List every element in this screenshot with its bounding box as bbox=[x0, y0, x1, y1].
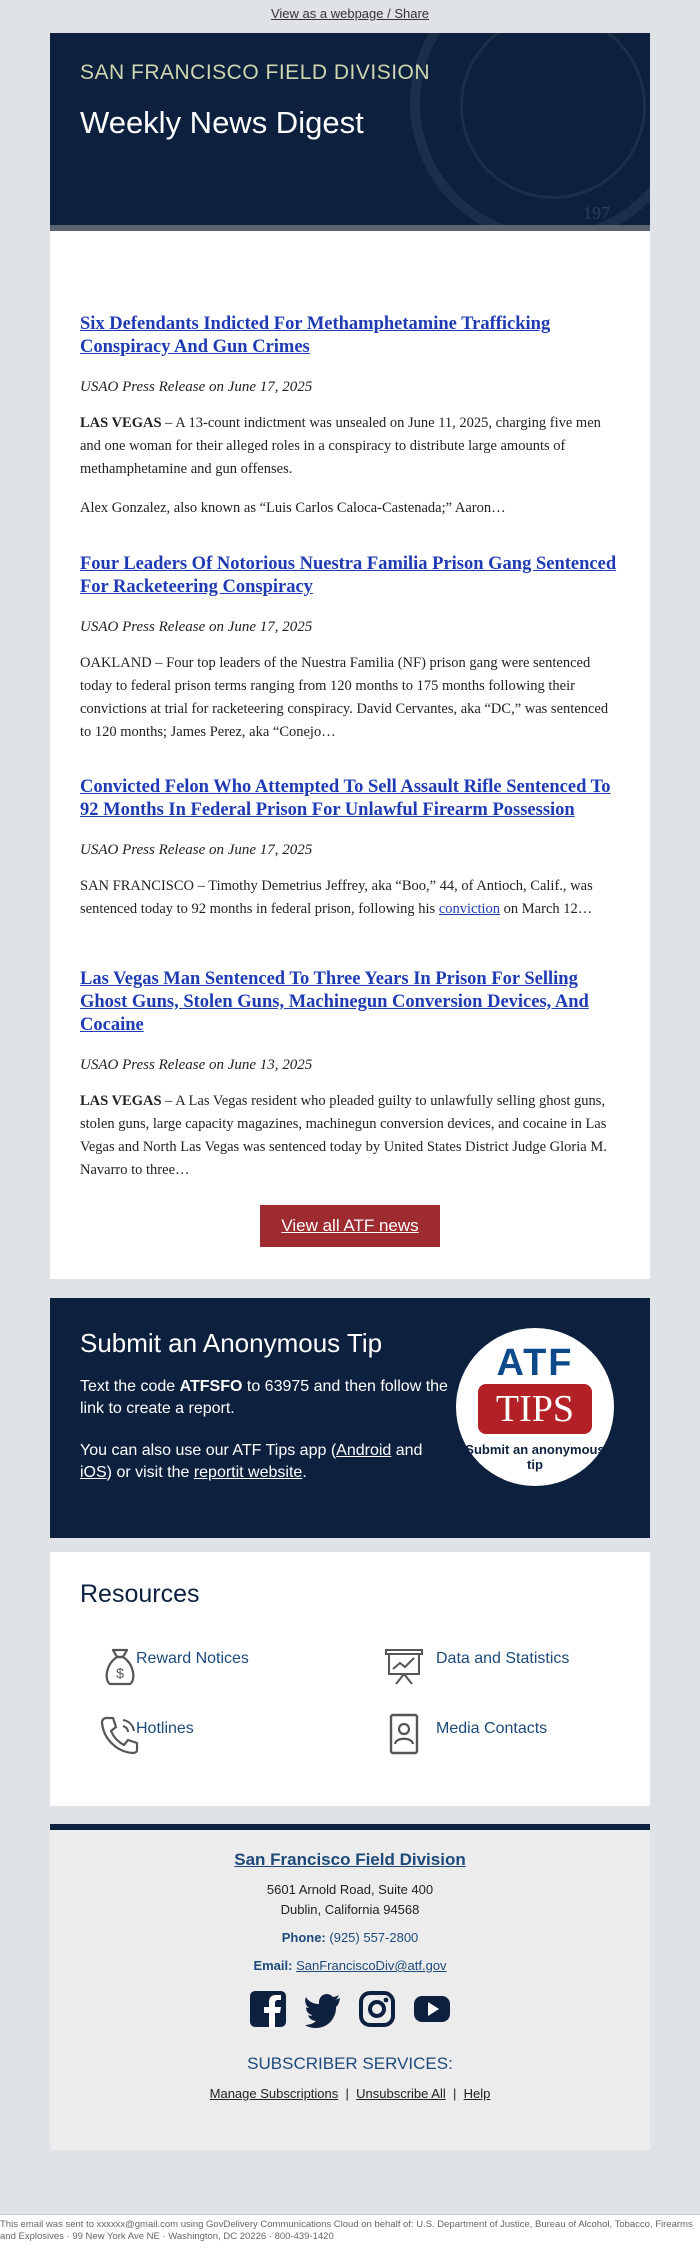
help-link[interactable]: Help bbox=[463, 2086, 491, 2101]
summary-text: – A 13-count indictment was unsealed on June 11, 2025, charging five men and one woman for their alleged roles in a conspiracy to distribute large amounts of methamphetamine and gun offenses. bbox=[80, 415, 601, 477]
link-separator: | bbox=[452, 2086, 457, 2101]
twitter-icon[interactable] bbox=[304, 1990, 342, 2028]
article-4 bbox=[80, 968, 620, 1182]
atf-tips-logo[interactable] bbox=[456, 1328, 614, 1486]
resource-label: Reward Notices bbox=[136, 1650, 249, 1667]
android-link[interactable]: Android bbox=[336, 1442, 392, 1459]
reportit-link[interactable]: reportit website bbox=[193, 1464, 303, 1481]
article-summary bbox=[80, 1090, 620, 1182]
dateline: LAS VEGAS bbox=[80, 415, 162, 431]
email-label: Email: bbox=[253, 1958, 293, 1973]
atf-logo-text: ATF bbox=[496, 1342, 574, 1384]
address-line-2: Dublin, California 94568 bbox=[280, 1902, 420, 1917]
view-all-news-button[interactable]: View all ATF news bbox=[260, 1205, 440, 1247]
article-link[interactable]: Las Vegas Man Sentenced To Three Years In Prison For Selling Ghost Guns, Stolen Guns, Machinegun Conversion Devices, And Cocaine bbox=[80, 969, 589, 1035]
tip-text-post: to 63975 and then follow the link to create a report. bbox=[80, 1378, 448, 1417]
resource-label: Media Contacts bbox=[436, 1720, 548, 1737]
tip-code: ATFSFO bbox=[179, 1378, 243, 1395]
article-title bbox=[80, 313, 620, 359]
view-as-webpage-bar bbox=[0, 6, 700, 21]
link-separator: | bbox=[345, 2086, 349, 2101]
header-banner bbox=[50, 33, 650, 231]
facebook-icon[interactable] bbox=[249, 1990, 287, 2028]
phone-number: (925) 557-2800 bbox=[329, 1930, 419, 1945]
article-link[interactable]: Four Leaders Of Notorious Nuestra Familia Prison Gang Sentenced For Racketeering Conspiracy bbox=[80, 554, 617, 597]
logo-subtitle: Submit an anonymous tip bbox=[465, 1442, 605, 1472]
article-summary bbox=[80, 875, 620, 921]
seal-year-text: 197 bbox=[583, 203, 610, 223]
article-source: USAO Press Release on June 17, 2025 bbox=[80, 842, 313, 858]
dateline: LAS VEGAS bbox=[80, 1093, 162, 1109]
subscriber-services-heading: SUBSCRIBER SERVICES: bbox=[247, 2054, 453, 2073]
app-text-pre: You can also use our ATF Tips app ( bbox=[80, 1442, 337, 1459]
subscription-links bbox=[50, 2086, 650, 2101]
svg-text:$: $ bbox=[116, 1665, 124, 1681]
resources-title: Resources bbox=[80, 1580, 200, 1608]
youtube-icon[interactable] bbox=[413, 1990, 451, 2028]
article-1 bbox=[80, 313, 620, 520]
article-summary-continued: Alex Gonzalez, also known as “Luis Carlos Caloca-Castenada;” Aaron… bbox=[80, 500, 506, 516]
app-text-mid: ) or visit the bbox=[106, 1464, 194, 1481]
unsubscribe-all-link[interactable]: Unsubscribe All bbox=[356, 2086, 446, 2101]
tip-text-pre: Text the code bbox=[80, 1378, 180, 1395]
tip-text bbox=[80, 1376, 450, 1420]
article-source: USAO Press Release on June 13, 2025 bbox=[80, 1057, 313, 1073]
presentation-chart-icon bbox=[380, 1642, 428, 1690]
tip-title: Submit an Anonymous Tip bbox=[80, 1328, 383, 1358]
resources-section bbox=[50, 1552, 650, 1806]
article-title bbox=[80, 553, 620, 599]
conviction-link[interactable]: conviction bbox=[438, 901, 501, 917]
article-title bbox=[80, 776, 620, 822]
article-2 bbox=[80, 553, 620, 744]
article-title bbox=[80, 968, 620, 1037]
delivery-disclaimer bbox=[0, 2214, 700, 2248]
article-source: USAO Press Release on June 17, 2025 bbox=[80, 619, 313, 635]
app-text-and: and bbox=[391, 1442, 423, 1459]
tip-app-text bbox=[80, 1440, 450, 1484]
email-line bbox=[50, 1958, 650, 1973]
division-name: SAN FRANCISCO FIELD DIVISION bbox=[80, 61, 431, 84]
summary-text: – A Las Vegas resident who pleaded guilty to unlawfully selling ghost guns, stolen guns, large capacity magazines, machinegun conversion devices, and cocaine in Las Vegas and North Las Vegas was sentenced today by United States District Judge Gloria M. Navarro to three… bbox=[80, 1093, 607, 1178]
footer-division-link[interactable]: San Francisco Field Division bbox=[234, 1850, 466, 1869]
social-links bbox=[50, 1990, 650, 2028]
resource-label: Data and Statistics bbox=[436, 1650, 570, 1667]
instagram-icon[interactable] bbox=[358, 1990, 396, 2028]
atf-seal-watermark-icon bbox=[410, 33, 650, 231]
disclaimer-text: This email was sent to xxxxxx@gmail.com using GovDelivery Communications Cloud on behalf of: U.S. Department of Justice, Bureau of Alcohol, Tobacco, Firearms and Explosives · 99 New York Ave NE · Washington, DC 20226 · 800-439-1420 bbox=[0, 2219, 693, 2242]
anonymous-tip-section bbox=[50, 1298, 650, 1538]
summary-text: SAN FRANCISCO – Timothy Demetrius Jeffrey, aka “Boo,” 44, of Antioch, Calif., was sentenced today to 92 months in federal prison, following his bbox=[80, 878, 593, 917]
manage-subscriptions-link[interactable]: Manage Subscriptions bbox=[209, 2086, 339, 2101]
contact-card-icon bbox=[380, 1710, 428, 1758]
tips-speech-bubble-icon: TIPS bbox=[478, 1384, 592, 1434]
phone-line bbox=[50, 1930, 650, 1945]
article-summary bbox=[80, 412, 620, 481]
article-summary: OAKLAND – Four top leaders of the Nuestra Familia (NF) prison gang were sentenced today to federal prison terms ranging from 120 months to 175 months following their convictions at trial for racketeering conspiracy. David Cervantes, aka “DC,” was sentenced to 120 months; James Perez, aka “Conejo… bbox=[80, 655, 609, 740]
email-link[interactable]: SanFranciscoDiv@atf.gov bbox=[296, 1958, 447, 1973]
phone-label: Phone: bbox=[281, 1930, 326, 1945]
resource-label: Hotlines bbox=[136, 1720, 194, 1737]
footer-section bbox=[50, 1824, 650, 2150]
ios-link[interactable]: iOS bbox=[80, 1464, 107, 1481]
newsletter-title: Weekly News Digest bbox=[80, 105, 364, 140]
article-3 bbox=[80, 776, 620, 921]
article-link[interactable]: Convicted Felon Who Attempted To Sell Assault Rifle Sentenced To 92 Months In Federal Prison For Unlawful Firearm Possession bbox=[80, 777, 611, 820]
summary-text-end: on March 12… bbox=[500, 901, 593, 917]
news-section bbox=[50, 231, 650, 1279]
article-link[interactable]: Six Defendants Indicted For Methamphetamine Trafficking Conspiracy And Gun Crimes bbox=[80, 314, 551, 357]
view-as-webpage-link[interactable]: View as a webpage / Share bbox=[270, 6, 430, 21]
address-line-1: 5601 Arnold Road, Suite 400 bbox=[266, 1882, 434, 1897]
article-source: USAO Press Release on June 17, 2025 bbox=[80, 379, 313, 395]
app-text-end: . bbox=[302, 1464, 307, 1481]
